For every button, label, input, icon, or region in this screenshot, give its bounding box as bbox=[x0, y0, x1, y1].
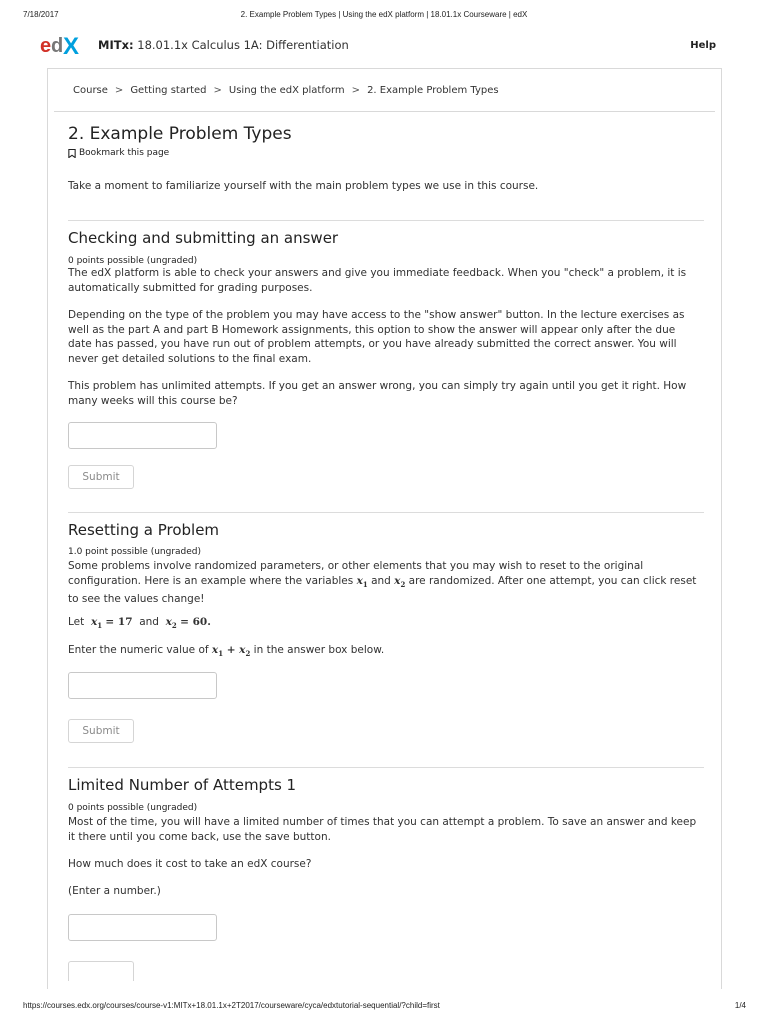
help-link[interactable]: Help bbox=[690, 40, 716, 51]
breadcrumb-getting-started[interactable]: Getting started bbox=[130, 85, 207, 96]
problem-text: Most of the time, you will have a limited number of times that you can attempt a problem. To save an answer and keep it there until you come back, use the save button. bbox=[68, 816, 697, 843]
answer-input[interactable] bbox=[68, 422, 217, 449]
print-page-number: 1/4 bbox=[734, 1001, 746, 1010]
svg-text:e: e bbox=[40, 35, 52, 57]
print-url: https://courses.edx.org/courses/course-v1:MITx+18.01.1x+2T2017/courseware/cyca/edxtutorial-sequential/?child=first bbox=[23, 1001, 440, 1010]
problem-hint: (Enter a number.) bbox=[68, 885, 161, 897]
problem-text bbox=[68, 559, 700, 607]
problem-text-part: Some problems involve randomized parameters, or other elements that you may wish to reset to the original configuration. Here is an example where the variables bbox=[68, 560, 644, 587]
breadcrumb-using-edx[interactable]: Using the edX platform bbox=[228, 85, 345, 96]
problem-title: Limited Number of Attempts 1 bbox=[68, 776, 297, 794]
problem-question bbox=[68, 643, 700, 662]
answer-input[interactable] bbox=[68, 914, 217, 941]
divider bbox=[68, 512, 704, 513]
print-header bbox=[0, 10, 768, 22]
problem-points: 0 points possible (ungraded) bbox=[68, 803, 198, 813]
problem-points: 0 points possible (ungraded) bbox=[68, 256, 198, 266]
problem-title: Checking and submitting an answer bbox=[68, 229, 339, 247]
course-name: 18.01.1x Calculus 1A: Differentiation bbox=[137, 38, 349, 52]
breadcrumb-separator: > bbox=[114, 85, 124, 96]
breadcrumb-separator: > bbox=[213, 85, 222, 96]
breadcrumb-separator: > bbox=[351, 85, 361, 96]
question-part: in the answer box below. bbox=[253, 644, 385, 656]
svg-text:d: d bbox=[51, 35, 64, 57]
math-x2: $x_2$ bbox=[394, 574, 406, 589]
problem-text: Depending on the type of the problem you may have access to the "show answer" button. In the lecture exercises as well as the part A and part B Homework assignments, this option to show the answer will appear only after the due date has passed, you have run out of problem attempts, or you have already submitted the correct answer. You will never get detailed solutions to the final exam. bbox=[68, 309, 685, 365]
bookmark-label: Bookmark this page bbox=[79, 148, 170, 158]
print-title: 2. Example Problem Types | Using the edX platform | 18.01.1x Courseware | edX bbox=[240, 10, 528, 19]
course-org: MITx: bbox=[98, 38, 134, 52]
problem-text: The edX platform is able to check your answers and give you immediate feedback. When you "check" a problem, it is automatically submitted for grading purposes. bbox=[68, 267, 687, 294]
answer-input[interactable] bbox=[68, 672, 217, 699]
x1-value: 17 bbox=[117, 616, 133, 628]
svg-text:X: X bbox=[63, 33, 80, 58]
math-x1: $x_1$ bbox=[90, 616, 103, 631]
page-title: 2. Example Problem Types bbox=[68, 124, 292, 144]
site-header bbox=[40, 30, 730, 60]
math-x2: $x_2$ bbox=[165, 616, 177, 631]
divider bbox=[54, 111, 715, 112]
problem-values: Let $x_1 = 17$ and $x_2 = 60$. bbox=[68, 616, 211, 631]
bookmark-icon bbox=[68, 149, 76, 158]
breadcrumb-current: 2. Example Problem Types bbox=[367, 85, 499, 96]
submit-button[interactable]: Submit bbox=[68, 719, 134, 743]
submit-button[interactable]: Submit bbox=[68, 465, 134, 489]
problem-title: Resetting a Problem bbox=[68, 521, 220, 539]
math-x1: $x_1$ bbox=[356, 574, 368, 589]
let-label: Let bbox=[68, 616, 85, 628]
edx-logo[interactable] bbox=[40, 32, 86, 58]
breadcrumb-course[interactable]: Course bbox=[73, 85, 108, 96]
course-title bbox=[98, 38, 349, 52]
submit-button[interactable] bbox=[68, 961, 134, 981]
problem-question: How much does it cost to take an edX course? bbox=[68, 858, 312, 870]
divider bbox=[68, 767, 704, 768]
problem-text-part: and bbox=[371, 574, 391, 587]
course-content-frame bbox=[47, 68, 722, 989]
bookmark-button[interactable] bbox=[68, 148, 169, 158]
x2-value: 60 bbox=[192, 616, 208, 628]
problem-text-part: are randomized. After one attempt, you can click reset to see the values change! bbox=[68, 574, 697, 606]
intro-text: Take a moment to familiarize yourself with the main problem types we use in this course. bbox=[68, 180, 539, 192]
divider bbox=[68, 220, 704, 221]
problem-points: 1.0 point possible (ungraded) bbox=[68, 547, 202, 557]
print-footer bbox=[0, 1001, 768, 1013]
problem-question: This problem has unlimited attempts. If you get an answer wrong, you can simply try again until you get it right. How many weeks will this course be? bbox=[68, 380, 687, 407]
breadcrumb bbox=[73, 85, 499, 96]
and-label: and bbox=[139, 616, 159, 628]
question-part: Enter the numeric value of bbox=[68, 644, 209, 656]
math-x1-plus-x2: $x_1 + x_2$ bbox=[211, 644, 251, 659]
print-date: 7/18/2017 bbox=[23, 10, 59, 19]
